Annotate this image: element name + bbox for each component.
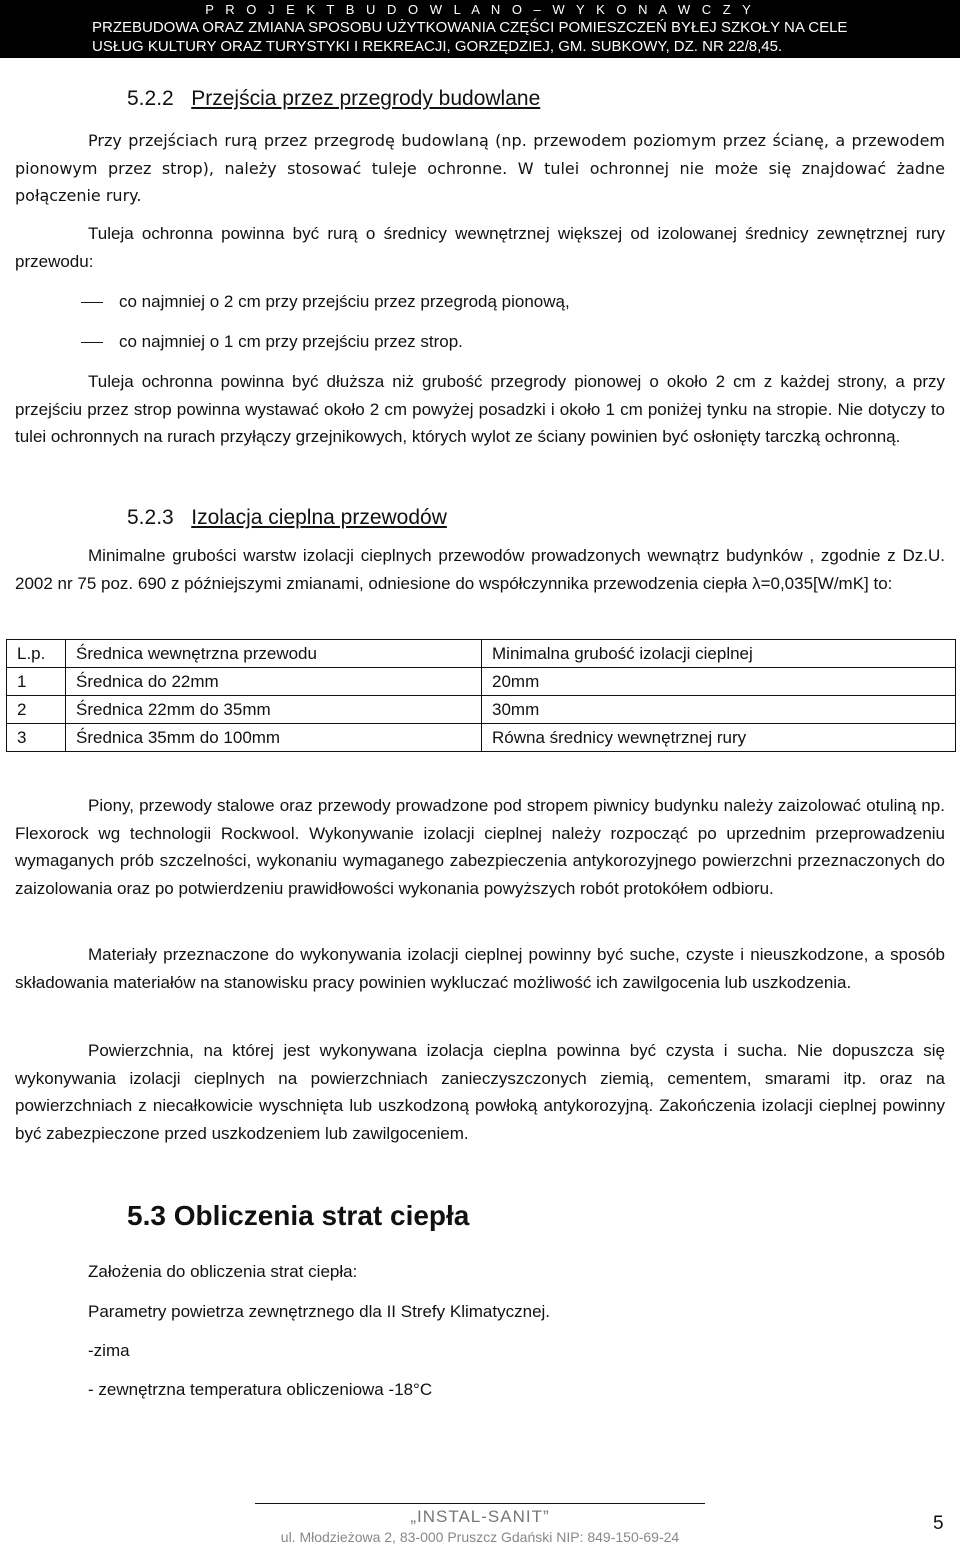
section-522-heading <box>127 86 540 112</box>
section-53-heading: 5.3 Obliczenia strat ciepła <box>127 1200 470 1231</box>
section-523-paragraph-2: Piony, przewody stalowe oraz przewody prowadzone pod stropem piwnicy budynku należy zaizolować otuliną np. Flexorock wg technologii Rockwool. Wykonywanie izolacji cieplnej należy rozpocząć po uprzednim przeprowadzeniu wymaganych prób szczelności, wykonaniu wymaganego zabezpieczenia antykorozyjnego powierzchni przeznaczonych do zaizolowania oraz po potwierdzeniu prawidłowości wykonania powyższych robót protokółem odbioru. <box>15 796 945 898</box>
table-header-row <box>7 640 956 668</box>
header-project-type: P R O J E K T B U D O W L A N O – W Y K O N A W C Z Y <box>205 2 755 17</box>
section-522-paragraph-1: Przy przejściach rurą przez przegrodę budowlaną (np. przewodem poziomym przez ścianę, a przewodem pionowym przez strop), należy stosować tuleje ochronne. W tulei ochronnej nie może się znajdować żadne połączenie rury. <box>15 131 945 205</box>
table-row <box>7 696 956 724</box>
table-cell: Równa średnicy wewnętrznej rury <box>482 724 956 752</box>
section-522-paragraph-2: Tuleja ochronna powinna być rurą o średnicy wewnętrznej większej od izolowanej średnicy zewnętrznej rury przewodu: <box>15 224 945 271</box>
header-title-line1: PRZEBUDOWA ORAZ ZMIANA SPOSOBU UŻYTKOWANIA CZĘŚCI POMIESZCZEŃ BYŁEJ SZKOŁY NA CELE <box>92 19 848 36</box>
section-522-number: 5.2.2 <box>127 87 174 110</box>
section-523-paragraph-1: Minimalne grubości warstw izolacji cieplnych przewodów prowadzonych wewnątrz budynków , zgodnie z Dz.U. 2002 nr 75 poz. 690 z późniejszymi zmianami, odniesione do współczynnika przewodzenia ciepła λ=0,035[W/mK] to: <box>15 546 945 593</box>
section-522-paragraph-3: Tuleja ochronna powinna być dłuższa niż grubość przegrody pionowej o około 2 cm z każdej strony, a przy przejściu przez strop powinna wystawać około 2 cm powyżej posadzki i około 1 cm poniżej tynku na stropie. Nie dotyczy to tulei ochronnych na rurach przyłączy grzejnikowych, których wylot ze ściany powinien być osłonięty tarczką ochronną. <box>15 372 945 446</box>
table-header-cell: Średnica wewnętrzna przewodu <box>66 640 482 668</box>
page-number: 5 <box>933 1513 944 1534</box>
footer-company-name: „INSTAL-SANIT” <box>410 1507 550 1526</box>
section-53-line-2: Parametry powietrza zewnętrznego dla II Strefy Klimatycznej. <box>88 1302 551 1321</box>
insulation-table <box>6 639 956 752</box>
section-523-paragraph-3: Materiały przeznaczone do wykonywania izolacji cieplnej powinny być suche, czyste i nieuszkodzone, a sposób składowania materiałów na stanowisku pracy powinien wykluczać możliwość ich zawilgocenia lub uszkodzenia. <box>15 945 945 992</box>
section-523-title: Izolacja cieplna przewodów <box>191 506 447 529</box>
table-row <box>7 724 956 752</box>
table-cell: Średnica do 22mm <box>66 668 482 696</box>
list-item-text: co najmniej o 1 cm przy przejściu przez strop. <box>119 332 463 351</box>
list-item <box>81 330 463 354</box>
table-cell: 3 <box>7 724 66 752</box>
section-523-number: 5.2.3 <box>127 506 174 529</box>
section-522-title: Przejścia przez przegrody budowlane <box>191 87 541 110</box>
dash-bullet-icon <box>81 342 103 343</box>
table-cell: 20mm <box>482 668 956 696</box>
dash-bullet-icon <box>81 302 103 303</box>
table-header-cell: Minimalna grubość izolacji cieplnej <box>482 640 956 668</box>
section-53-line-4: - zewnętrzna temperatura obliczeniowa -18°C <box>88 1380 433 1399</box>
table-cell: 2 <box>7 696 66 724</box>
section-53-line-1: Założenia do obliczenia strat ciepła: <box>88 1262 358 1281</box>
section-523-paragraph-4: Powierzchnia, na której jest wykonywana izolacja cieplna powinna być czysta i sucha. Nie dopuszcza się wykonywania izolacji cieplnych na powierzchniach zanieczyszczonych ziemią, cementem, smarami itp. oraz na powierzchniach z niecałkowicie wyschnięta lub uszkodzoną powłoką antykorozyjną. Zakończenia izolacji cieplnej powinny być zabezpieczone przed uszkodzeniem lub zawilgoceniem. <box>15 1041 945 1143</box>
section-523-heading <box>127 505 447 531</box>
header-title-line2: USŁUG KULTURY ORAZ TURYSTYKI I REKREACJI, GORZĘDZIEJ, GM. SUBKOWY, DZ. NR 22/8,45. <box>92 38 783 55</box>
footer-divider <box>255 1503 705 1504</box>
list-item-text: co najmniej o 2 cm przy przejściu przez przegrodą pionową, <box>119 292 570 311</box>
footer-address: ul. Młodzieżowa 2, 83-000 Pruszcz Gdański NIP: 849-150-69-24 <box>280 1529 680 1545</box>
table-cell: Średnica 22mm do 35mm <box>66 696 482 724</box>
table-cell: Średnica 35mm do 100mm <box>66 724 482 752</box>
table-header-cell: L.p. <box>7 640 66 668</box>
section-53-line-3: -zima <box>88 1341 130 1360</box>
list-item <box>81 290 570 314</box>
table-cell: 30mm <box>482 696 956 724</box>
document-header <box>0 0 960 58</box>
table-cell: 1 <box>7 668 66 696</box>
table-row <box>7 668 956 696</box>
